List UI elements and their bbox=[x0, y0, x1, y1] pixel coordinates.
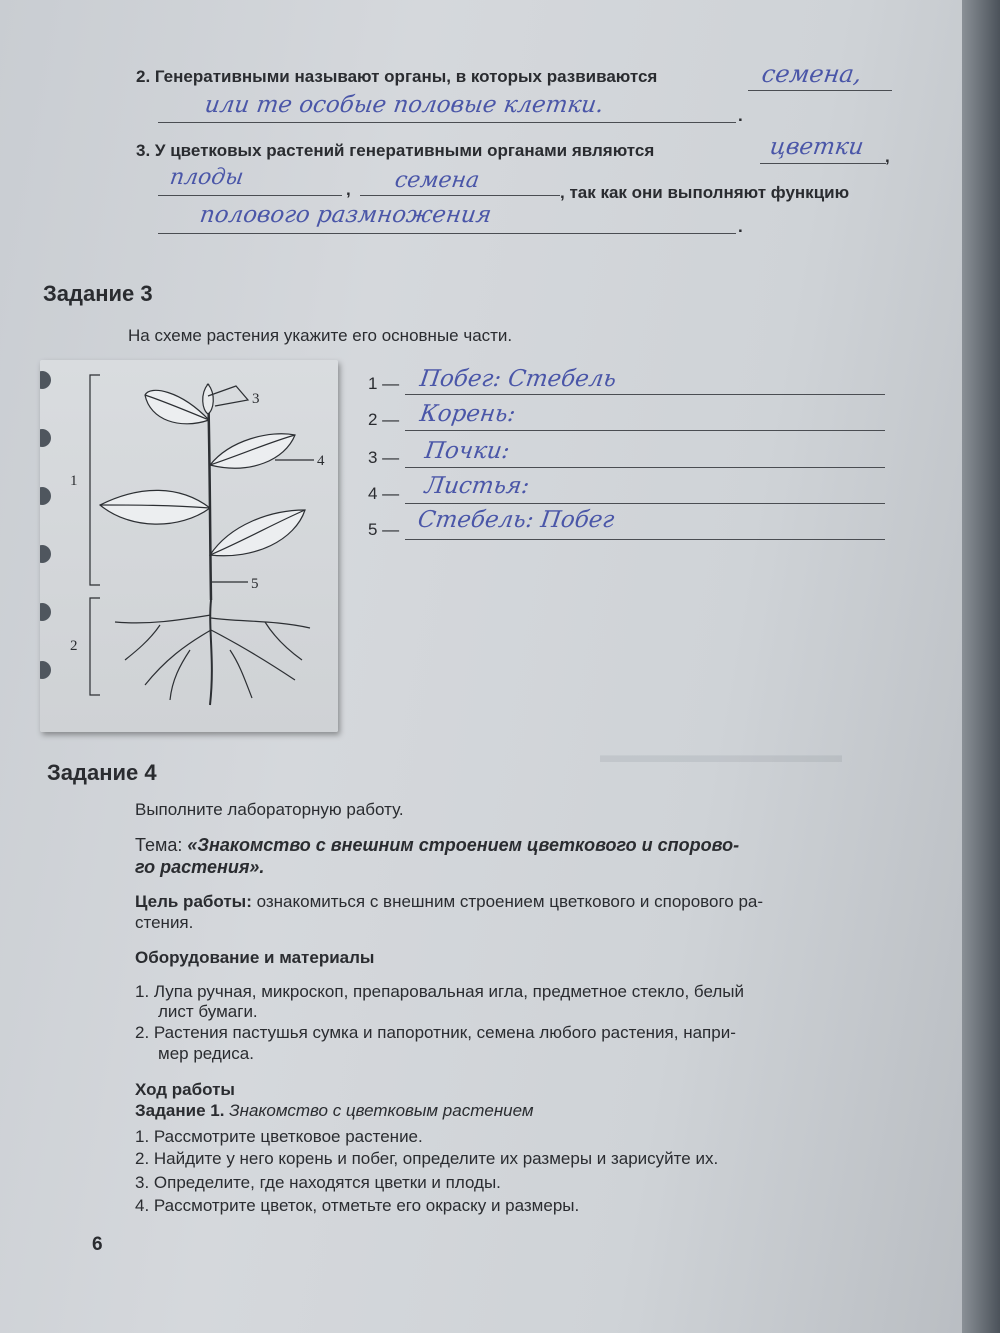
q3-text-2: , так как они выполняют функцию bbox=[560, 183, 850, 202]
procedure-step: 4. Рассмотрите цветок, отметьте его окраску и размеры. bbox=[135, 1196, 580, 1215]
answer-line bbox=[405, 503, 885, 504]
answer-handwritten: Листья: bbox=[423, 473, 532, 499]
q3-handwritten-answer-4: полового размножения bbox=[198, 202, 493, 228]
procedure-step: 2. Найдите у него корень и побег, определите их размеры и зарисуйте их. bbox=[135, 1149, 719, 1168]
task4-instruction: Выполните лабораторную работу. bbox=[135, 800, 404, 819]
procedure-step: 3. Определите, где находятся цветки и плоды. bbox=[135, 1173, 501, 1192]
binder-hole bbox=[40, 371, 51, 389]
procedure-step: 1. Рассмотрите цветковое растение. bbox=[135, 1127, 423, 1146]
q3-handwritten-answer-1: цветки bbox=[768, 134, 866, 160]
task3-title: Задание 3 bbox=[43, 281, 153, 306]
q3-comma-1: , bbox=[885, 147, 890, 166]
q3-answer-line-3 bbox=[360, 195, 560, 196]
q3-handwritten-answer-2: плоды bbox=[168, 165, 246, 190]
plant-illustration bbox=[40, 360, 338, 732]
q3-answer-line-2 bbox=[158, 195, 342, 196]
q2-text: 2. Генеративными называют органы, в которых развиваются bbox=[136, 67, 658, 86]
answer-number: 1 — bbox=[368, 374, 400, 393]
binder-hole bbox=[40, 545, 51, 563]
q3-handwritten-answer-3: семена bbox=[393, 168, 481, 193]
root bbox=[145, 630, 211, 685]
task4-topic bbox=[135, 835, 739, 856]
answer-line bbox=[405, 539, 885, 540]
binder-hole bbox=[40, 429, 51, 447]
plant-diagram bbox=[40, 360, 338, 732]
equipment-item-2-line-2: мер редиса. bbox=[158, 1044, 254, 1063]
equipment-item-1-line-1: 1. Лупа ручная, микроскоп, препаровальная игла, предметное стекло, белый bbox=[135, 982, 744, 1001]
page-number: 6 bbox=[92, 1234, 103, 1255]
subtask-title: Знакомство с цветковым растением bbox=[224, 1101, 534, 1120]
stem bbox=[208, 384, 211, 600]
equipment-item-2-line-1: 2. Растения пастушья сумка и папоротник, семена любого растения, напри- bbox=[135, 1023, 736, 1042]
answer-line bbox=[405, 430, 885, 431]
goal-text-line-2: стения. bbox=[135, 913, 194, 932]
equipment-item-1-line-2: лист бумаги. bbox=[158, 1002, 258, 1021]
answer-handwritten: Корень: bbox=[418, 401, 518, 427]
q3-text: 3. У цветковых растений генеративными органами являются bbox=[136, 141, 655, 160]
bracket-1 bbox=[90, 375, 100, 585]
root bbox=[170, 650, 190, 700]
topic-label: Тема: bbox=[135, 835, 183, 855]
diagram-label-2: 2 bbox=[70, 638, 78, 654]
task4-goal bbox=[135, 892, 763, 912]
task4-title: Задание 4 bbox=[47, 760, 157, 785]
answer-line bbox=[405, 394, 885, 395]
q2-handwritten-answer-2: или те особые половые клетки. bbox=[203, 92, 606, 118]
answer-number: 4 — bbox=[368, 484, 400, 503]
answer-number: 2 — bbox=[368, 410, 400, 429]
goal-text-line-1: ознакомиться с внешним строением цветкового и спорового ра- bbox=[251, 892, 764, 911]
q2-period: . bbox=[738, 106, 743, 125]
root bbox=[211, 630, 295, 680]
topic-title-line-1: «Знакомство с внешним строением цветкового и спорово- bbox=[187, 835, 740, 855]
root bbox=[125, 625, 160, 660]
answer-number: 5 — bbox=[368, 520, 400, 539]
subtask-label: Задание 1. bbox=[135, 1101, 225, 1120]
q3-answer-line-1 bbox=[760, 163, 886, 164]
q2-answer-line-1 bbox=[748, 90, 892, 91]
q2-handwritten-answer-1: семена, bbox=[760, 60, 864, 88]
root bbox=[265, 622, 302, 660]
diagram-label-4: 4 bbox=[317, 453, 325, 469]
binder-hole bbox=[40, 661, 51, 679]
root bbox=[211, 618, 310, 628]
answer-handwritten: Почки: bbox=[423, 438, 512, 464]
binder-hole bbox=[40, 603, 51, 621]
task3-instruction: На схеме растения укажите его основные части. bbox=[128, 326, 513, 345]
diagram-label-3: 3 bbox=[252, 391, 260, 407]
root bbox=[115, 615, 211, 623]
bud bbox=[203, 384, 214, 414]
answer-number: 3 — bbox=[368, 448, 400, 467]
answer-line bbox=[405, 467, 885, 468]
equipment-title: Оборудование и материалы bbox=[135, 948, 375, 967]
goal-label: Цель работы: bbox=[135, 892, 252, 911]
subtask-heading bbox=[135, 1101, 534, 1121]
diagram-label-5: 5 bbox=[251, 576, 259, 592]
procedure-title: Ход работы bbox=[135, 1080, 235, 1099]
binder-hole bbox=[40, 487, 51, 505]
taproot bbox=[210, 600, 212, 705]
answer-handwritten: Побег: Стебель bbox=[418, 366, 618, 392]
bracket-2 bbox=[90, 598, 100, 695]
bleed-through: ▬▬▬▬▬▬▬▬▬▬▬ bbox=[600, 742, 842, 767]
q3-answer-line-4 bbox=[158, 233, 736, 234]
q3-period: . bbox=[738, 217, 743, 236]
leader-3 bbox=[208, 386, 248, 406]
root bbox=[230, 650, 252, 698]
diagram-label-1: 1 bbox=[70, 473, 78, 489]
answer-handwritten: Стебель: Побег bbox=[416, 507, 616, 533]
q2-answer-line-2 bbox=[158, 122, 736, 123]
q3-comma-2: , bbox=[346, 180, 351, 199]
page-gutter-shadow bbox=[962, 0, 1000, 1333]
topic-title-line-2: го растения». bbox=[135, 857, 265, 877]
